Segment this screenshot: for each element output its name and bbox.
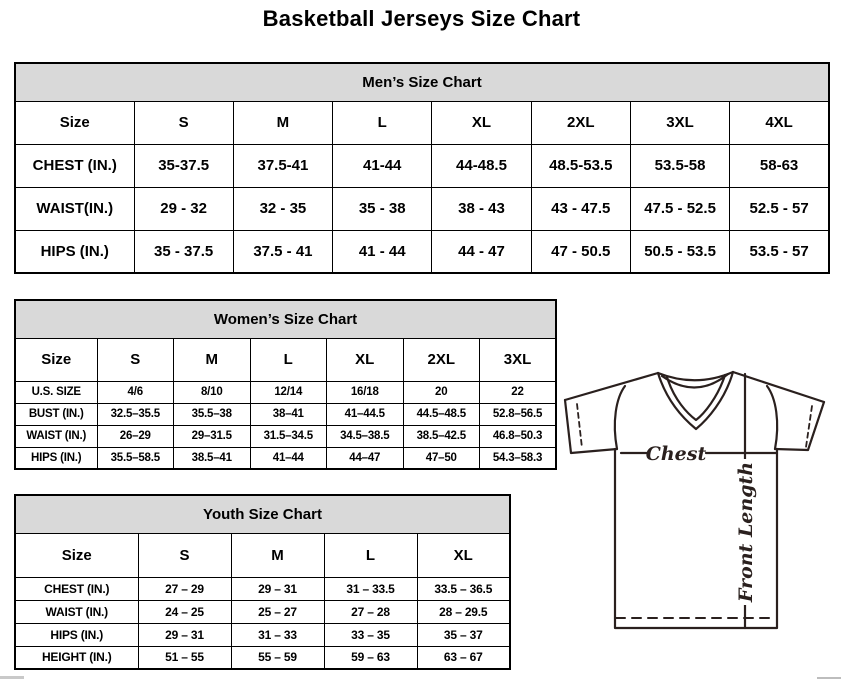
table-cell: 22: [480, 381, 557, 403]
table-cell: 34.5–38.5: [327, 425, 404, 447]
table-cell: 43 - 47.5: [531, 187, 630, 230]
table-cell: 47–50: [403, 447, 480, 469]
table-row: [15, 230, 829, 273]
table-cell: 27 – 29: [138, 577, 231, 600]
row-label: HIPS (IN.): [15, 623, 138, 646]
table-cell: 29 – 31: [138, 623, 231, 646]
row-label: WAIST (IN.): [15, 600, 138, 623]
row-label: BUST (IN.): [15, 403, 97, 425]
column-header: Size: [15, 338, 97, 381]
table-cell: 38.5–42.5: [403, 425, 480, 447]
table-cell: 35 – 37: [417, 623, 510, 646]
row-label: CHEST (IN.): [15, 577, 138, 600]
page-title: Basketball Jerseys Size Chart: [262, 6, 581, 31]
mens-table-title: Men’s Size Chart: [15, 63, 829, 101]
table-cell: 44–47: [327, 447, 404, 469]
table-cell: 26–29: [97, 425, 174, 447]
table-cell: 59 – 63: [324, 646, 417, 669]
table-cell: 50.5 - 53.5: [630, 230, 729, 273]
table-cell: 20: [403, 381, 480, 403]
table-cell: 38 - 43: [432, 187, 531, 230]
table-cell: 37.5 - 41: [233, 230, 332, 273]
table-cell: 29–31.5: [174, 425, 251, 447]
table-cell: 29 – 31: [231, 577, 324, 600]
table-cell: 35 - 38: [333, 187, 432, 230]
table-cell: 37.5-41: [233, 144, 332, 187]
table-row: [15, 425, 556, 447]
womens-header-row: [15, 338, 556, 381]
jersey-measurement-diagram: [555, 360, 843, 660]
column-header: L: [250, 338, 327, 381]
table-cell: 12/14: [250, 381, 327, 403]
column-header: 3XL: [480, 338, 557, 381]
youth-header-row: [15, 533, 510, 577]
table-cell: 54.3–58.3: [480, 447, 557, 469]
table-cell: 35.5–58.5: [97, 447, 174, 469]
table-row: [15, 381, 556, 403]
table-cell: 25 – 27: [231, 600, 324, 623]
table-cell: 53.5-58: [630, 144, 729, 187]
row-label: HIPS (IN.): [15, 447, 97, 469]
column-header: 3XL: [630, 101, 729, 144]
table-cell: 55 – 59: [231, 646, 324, 669]
table-cell: 27 – 28: [324, 600, 417, 623]
table-cell: 24 – 25: [138, 600, 231, 623]
table-cell: 31 – 33.5: [324, 577, 417, 600]
womens-size-table: [14, 299, 557, 470]
table-cell: 16/18: [327, 381, 404, 403]
table-cell: 48.5-53.5: [531, 144, 630, 187]
table-cell: 29 - 32: [134, 187, 233, 230]
table-cell: 46.8–50.3: [480, 425, 557, 447]
youth-table-title: Youth Size Chart: [15, 495, 510, 533]
table-row: [15, 623, 510, 646]
table-cell: 41–44.5: [327, 403, 404, 425]
table-cell: 52.5 - 57: [730, 187, 829, 230]
table-cell: 38.5–41: [174, 447, 251, 469]
table-cell: 44-48.5: [432, 144, 531, 187]
table-row: [15, 403, 556, 425]
column-header: M: [174, 338, 251, 381]
column-header: 2XL: [403, 338, 480, 381]
table-cell: 52.8–56.5: [480, 403, 557, 425]
column-header: XL: [432, 101, 531, 144]
table-cell: 4/6: [97, 381, 174, 403]
table-row: [15, 600, 510, 623]
row-label: CHEST (IN.): [15, 144, 134, 187]
mens-header-row: [15, 101, 829, 144]
table-cell: 41-44: [333, 144, 432, 187]
column-header: S: [138, 533, 231, 577]
row-label: U.S. SIZE: [15, 381, 97, 403]
column-header: L: [333, 101, 432, 144]
row-label: HIPS (IN.): [15, 230, 134, 273]
front-length-measure-label: Front Length: [735, 461, 757, 603]
column-header: XL: [327, 338, 404, 381]
table-cell: 41–44: [250, 447, 327, 469]
table-cell: 31 – 33: [231, 623, 324, 646]
table-cell: 47 - 50.5: [531, 230, 630, 273]
womens-table-title: Women’s Size Chart: [15, 300, 556, 338]
row-label: WAIST (IN.): [15, 425, 97, 447]
table-row: [15, 646, 510, 669]
column-header: 2XL: [531, 101, 630, 144]
column-header: Size: [15, 533, 138, 577]
column-header: XL: [417, 533, 510, 577]
column-header: S: [134, 101, 233, 144]
chest-measure-label: Chest: [645, 443, 707, 465]
table-cell: 58-63: [730, 144, 829, 187]
column-header: 4XL: [730, 101, 829, 144]
table-cell: 33 – 35: [324, 623, 417, 646]
table-cell: 41 - 44: [333, 230, 432, 273]
table-cell: 32.5–35.5: [97, 403, 174, 425]
table-cell: 8/10: [174, 381, 251, 403]
youth-size-table: [14, 494, 511, 670]
column-header: M: [233, 101, 332, 144]
row-label: HEIGHT (IN.): [15, 646, 138, 669]
table-row: [15, 577, 510, 600]
mens-size-table: [14, 62, 830, 274]
row-label: WAIST(IN.): [15, 187, 134, 230]
column-header: Size: [15, 101, 134, 144]
table-row: [15, 447, 556, 469]
table-row: [15, 187, 829, 230]
table-cell: 47.5 - 52.5: [630, 187, 729, 230]
table-cell: 33.5 – 36.5: [417, 577, 510, 600]
table-cell: 35 - 37.5: [134, 230, 233, 273]
column-header: S: [97, 338, 174, 381]
column-header: M: [231, 533, 324, 577]
jersey-outline-icon: [555, 360, 843, 660]
column-header: L: [324, 533, 417, 577]
table-cell: 28 – 29.5: [417, 600, 510, 623]
table-cell: 44 - 47: [432, 230, 531, 273]
table-cell: 38–41: [250, 403, 327, 425]
table-cell: 31.5–34.5: [250, 425, 327, 447]
table-cell: 35-37.5: [134, 144, 233, 187]
table-cell: 53.5 - 57: [730, 230, 829, 273]
table-cell: 63 – 67: [417, 646, 510, 669]
table-cell: 51 – 55: [138, 646, 231, 669]
table-cell: 44.5–48.5: [403, 403, 480, 425]
table-cell: 35.5–38: [174, 403, 251, 425]
table-cell: 32 - 35: [233, 187, 332, 230]
table-row: [15, 144, 829, 187]
